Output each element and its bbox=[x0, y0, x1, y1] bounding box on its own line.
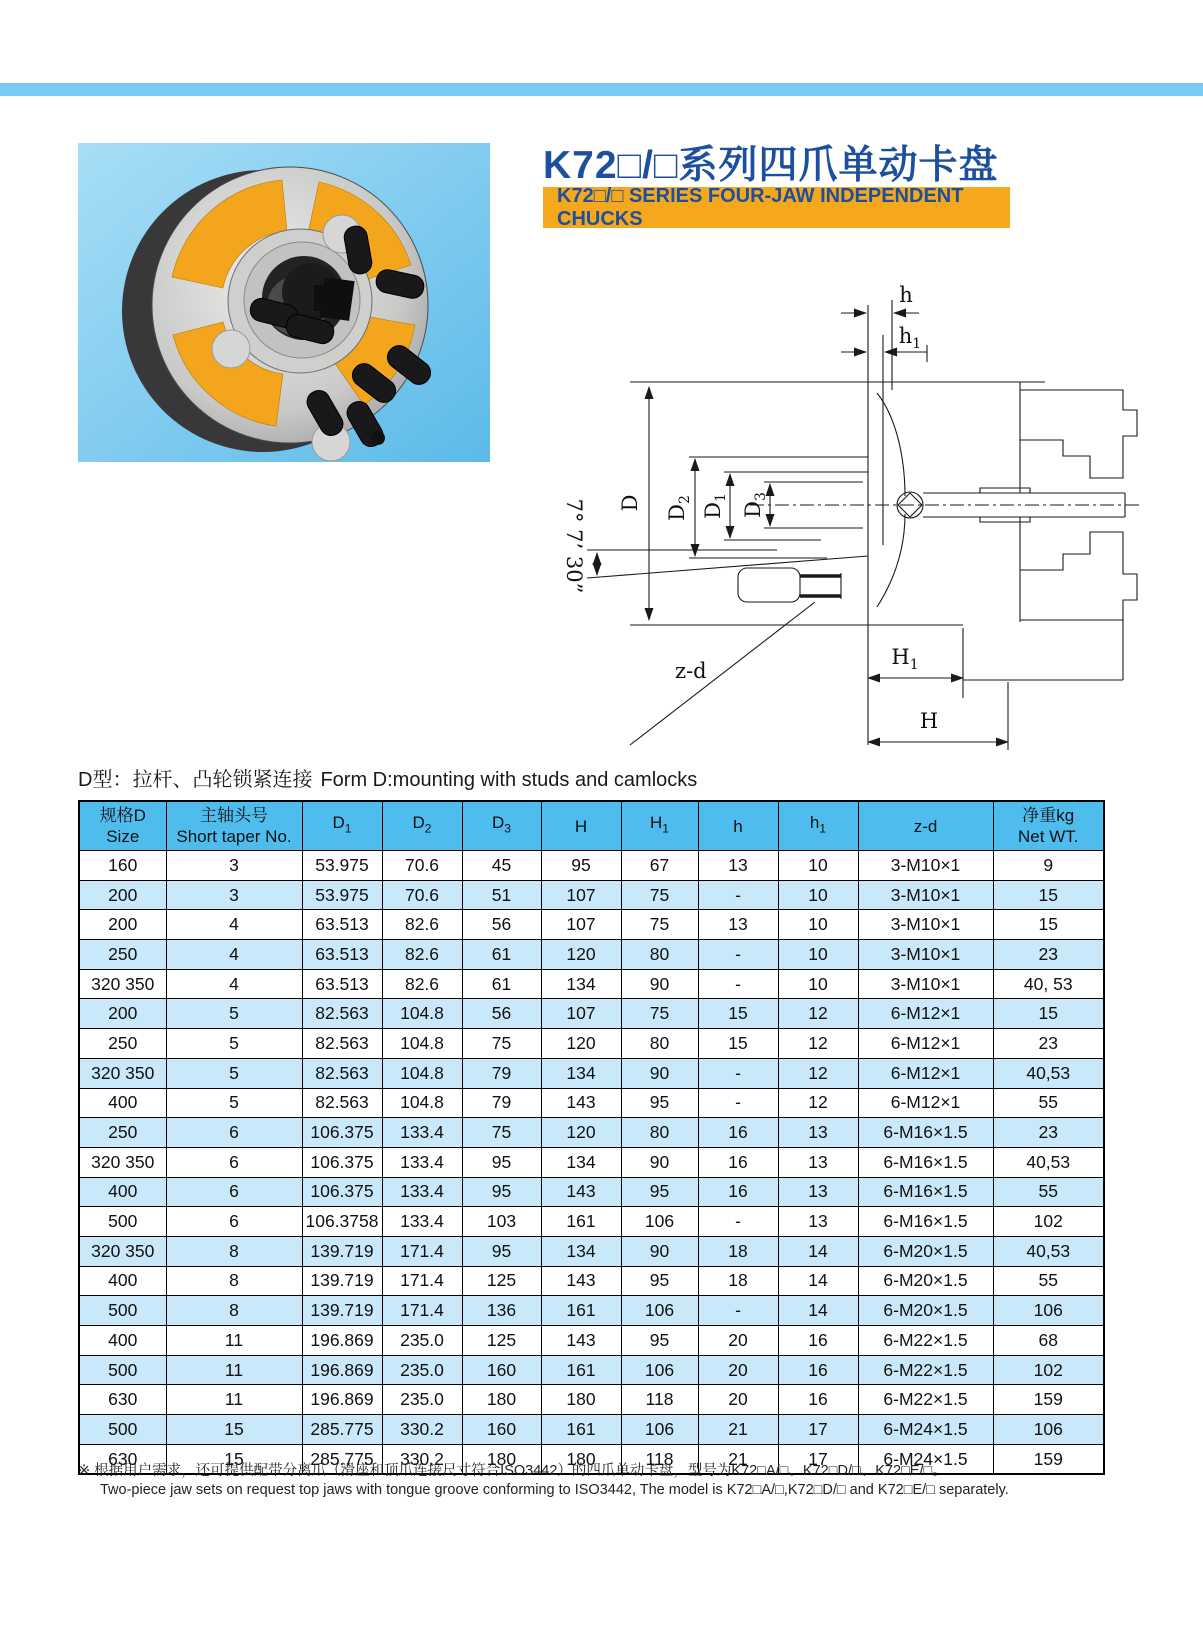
table-cell: 106 bbox=[621, 1296, 698, 1326]
table-row bbox=[79, 1118, 1104, 1148]
table-cell: 12 bbox=[778, 999, 858, 1029]
table-cell: 16 bbox=[778, 1355, 858, 1385]
table-cell: 95 bbox=[621, 1326, 698, 1356]
table-row bbox=[79, 1177, 1104, 1207]
table-cell: 9 bbox=[993, 851, 1104, 881]
table-cell: 3-M10×1 bbox=[858, 910, 993, 940]
table-cell: 56 bbox=[462, 999, 541, 1029]
table-row bbox=[79, 1326, 1104, 1356]
table-cell: 13 bbox=[778, 1177, 858, 1207]
spec-table-body bbox=[79, 851, 1104, 1475]
table-cell: 56 bbox=[462, 910, 541, 940]
table-cell: 171.4 bbox=[382, 1296, 462, 1326]
table-cell: 200 bbox=[79, 999, 166, 1029]
table-cell: 106 bbox=[993, 1296, 1104, 1326]
table-cell: 6-M20×1.5 bbox=[858, 1236, 993, 1266]
table-cell: 161 bbox=[541, 1415, 621, 1445]
column-header: $h_1$ bbox=[778, 801, 858, 851]
table-row bbox=[79, 1415, 1104, 1445]
table-cell: 400 bbox=[79, 1177, 166, 1207]
table-cell: 106.375 bbox=[302, 1147, 382, 1177]
table-cell: 134 bbox=[541, 1236, 621, 1266]
table-cell: 400 bbox=[79, 1088, 166, 1118]
table-cell: 10 bbox=[778, 969, 858, 999]
table-cell: 13 bbox=[778, 1207, 858, 1237]
table-cell: 6-M22×1.5 bbox=[858, 1385, 993, 1415]
table-row bbox=[79, 1385, 1104, 1415]
table-cell: 40,53 bbox=[993, 1236, 1104, 1266]
table-cell: 95 bbox=[462, 1236, 541, 1266]
table-cell: 14 bbox=[778, 1296, 858, 1326]
table-cell: 180 bbox=[541, 1444, 621, 1474]
table-cell: 53.975 bbox=[302, 880, 382, 910]
table-cell: 63.513 bbox=[302, 910, 382, 940]
table-cell: 82.563 bbox=[302, 999, 382, 1029]
table-cell: 500 bbox=[79, 1355, 166, 1385]
table-cell: 250 bbox=[79, 1029, 166, 1059]
table-cell: 82.563 bbox=[302, 1029, 382, 1059]
table-cell: 90 bbox=[621, 1058, 698, 1088]
table-cell: 16 bbox=[698, 1147, 778, 1177]
table-cell: 320 350 bbox=[79, 969, 166, 999]
table-cell: 500 bbox=[79, 1415, 166, 1445]
table-cell: 16 bbox=[778, 1326, 858, 1356]
table-cell: 20 bbox=[698, 1326, 778, 1356]
dim-label-H: H bbox=[919, 709, 939, 733]
dim-label-zd: z-d bbox=[675, 659, 707, 683]
table-cell: 10 bbox=[778, 940, 858, 970]
table-cell: 90 bbox=[621, 969, 698, 999]
table-cell: 106 bbox=[621, 1415, 698, 1445]
table-cell: 12 bbox=[778, 1058, 858, 1088]
table-cell: 180 bbox=[541, 1385, 621, 1415]
table-row bbox=[79, 1236, 1104, 1266]
top-accent-bar bbox=[0, 83, 1203, 96]
table-cell: 235.0 bbox=[382, 1326, 462, 1356]
table-cell: 40, 53 bbox=[993, 969, 1104, 999]
table-cell: 6-M16×1.5 bbox=[858, 1177, 993, 1207]
table-cell: 500 bbox=[79, 1296, 166, 1326]
footnote-zh: ※ 根据用户需求，还可提供配带分离爪（滑座和顶爪连接尺寸符合ISO3442）的四爪单动卡盘，型号为K72□A/□、K72□D/□、K72□E/□。 bbox=[78, 1463, 947, 1479]
table-cell: 196.869 bbox=[302, 1385, 382, 1415]
table-cell: 103 bbox=[462, 1207, 541, 1237]
table-cell: 106 bbox=[621, 1355, 698, 1385]
column-header: 规格D Size bbox=[79, 801, 166, 851]
technical-drawing bbox=[525, 250, 1185, 755]
dim-label-h: h bbox=[899, 283, 913, 307]
table-cell: 134 bbox=[541, 1058, 621, 1088]
table-cell: 133.4 bbox=[382, 1118, 462, 1148]
table-cell: 21 bbox=[698, 1415, 778, 1445]
table-cell: 120 bbox=[541, 1118, 621, 1148]
section-label bbox=[78, 763, 697, 792]
table-cell: 15 bbox=[993, 910, 1104, 940]
table-cell: 15 bbox=[698, 1029, 778, 1059]
footnotes bbox=[78, 1462, 1009, 1500]
table-cell: 125 bbox=[462, 1266, 541, 1296]
table-cell: 95 bbox=[462, 1147, 541, 1177]
table-cell: 6-M22×1.5 bbox=[858, 1326, 993, 1356]
table-cell: 120 bbox=[541, 1029, 621, 1059]
table-cell: 6-M22×1.5 bbox=[858, 1355, 993, 1385]
table-cell: 106 bbox=[993, 1415, 1104, 1445]
table-cell: 160 bbox=[462, 1355, 541, 1385]
table-cell: 6-M24×1.5 bbox=[858, 1444, 993, 1474]
table-cell: 107 bbox=[541, 910, 621, 940]
table-cell: 70.6 bbox=[382, 880, 462, 910]
table-cell: 6-M16×1.5 bbox=[858, 1207, 993, 1237]
table-cell: 55 bbox=[993, 1088, 1104, 1118]
table-cell: 106.3758 bbox=[302, 1207, 382, 1237]
table-cell: 3 bbox=[166, 880, 302, 910]
table-cell: 330.2 bbox=[382, 1444, 462, 1474]
table-cell: 14 bbox=[778, 1236, 858, 1266]
spec-table bbox=[78, 800, 1105, 1475]
table-row bbox=[79, 851, 1104, 881]
table-cell: 161 bbox=[541, 1296, 621, 1326]
table-cell: 16 bbox=[778, 1385, 858, 1415]
column-header: 主轴头号 Short taper No. bbox=[166, 801, 302, 851]
table-cell: - bbox=[698, 1207, 778, 1237]
table-cell: 11 bbox=[166, 1326, 302, 1356]
table-cell: 75 bbox=[621, 910, 698, 940]
table-cell: 82.6 bbox=[382, 940, 462, 970]
table-cell: 118 bbox=[621, 1385, 698, 1415]
table-cell: 3-M10×1 bbox=[858, 969, 993, 999]
table-row bbox=[79, 1207, 1104, 1237]
table-cell: 143 bbox=[541, 1088, 621, 1118]
table-cell: 68 bbox=[993, 1326, 1104, 1356]
column-header: $D_3$ bbox=[462, 801, 541, 851]
table-cell: 82.6 bbox=[382, 969, 462, 999]
column-header: $D_1$ bbox=[302, 801, 382, 851]
table-cell: 171.4 bbox=[382, 1266, 462, 1296]
table-cell: 15 bbox=[698, 999, 778, 1029]
table-cell: 21 bbox=[698, 1444, 778, 1474]
table-cell: 6-M16×1.5 bbox=[858, 1118, 993, 1148]
table-cell: 171.4 bbox=[382, 1236, 462, 1266]
table-cell: 630 bbox=[79, 1385, 166, 1415]
table-cell: 120 bbox=[541, 940, 621, 970]
table-cell: 235.0 bbox=[382, 1385, 462, 1415]
table-cell: 102 bbox=[993, 1207, 1104, 1237]
table-cell: 196.869 bbox=[302, 1326, 382, 1356]
table-cell: 196.869 bbox=[302, 1355, 382, 1385]
table-cell: 104.8 bbox=[382, 999, 462, 1029]
table-cell: 200 bbox=[79, 910, 166, 940]
subtitle-banner bbox=[543, 184, 1010, 230]
table-cell: 82.563 bbox=[302, 1058, 382, 1088]
dim-label-D: D bbox=[618, 494, 642, 512]
table-cell: 4 bbox=[166, 940, 302, 970]
table-cell: - bbox=[698, 1296, 778, 1326]
section-label-en: Form D:mounting with studs and camlocks bbox=[320, 769, 698, 791]
column-header: z-d bbox=[858, 801, 993, 851]
table-cell: 4 bbox=[166, 910, 302, 940]
table-row bbox=[79, 1266, 1104, 1296]
table-cell: 15 bbox=[166, 1444, 302, 1474]
table-cell: 95 bbox=[621, 1266, 698, 1296]
table-cell: 161 bbox=[541, 1355, 621, 1385]
table-cell: 104.8 bbox=[382, 1088, 462, 1118]
table-cell: 400 bbox=[79, 1266, 166, 1296]
table-cell: 3-M10×1 bbox=[858, 851, 993, 881]
table-cell: 143 bbox=[541, 1177, 621, 1207]
table-cell: 143 bbox=[541, 1266, 621, 1296]
table-cell: 90 bbox=[621, 1236, 698, 1266]
table-cell: 63.513 bbox=[302, 940, 382, 970]
table-cell: 63.513 bbox=[302, 969, 382, 999]
table-cell: 6-M16×1.5 bbox=[858, 1147, 993, 1177]
table-cell: 159 bbox=[993, 1444, 1104, 1474]
table-cell: 13 bbox=[698, 851, 778, 881]
table-row bbox=[79, 999, 1104, 1029]
table-cell: 3-M10×1 bbox=[858, 940, 993, 970]
table-cell: 16 bbox=[698, 1177, 778, 1207]
product-photo bbox=[78, 143, 490, 462]
table-cell: 180 bbox=[462, 1444, 541, 1474]
table-cell: 67 bbox=[621, 851, 698, 881]
table-row bbox=[79, 1058, 1104, 1088]
drawing-lines bbox=[587, 300, 1140, 750]
table-cell: 12 bbox=[778, 1029, 858, 1059]
table-cell: 12 bbox=[778, 1088, 858, 1118]
table-cell: 102 bbox=[993, 1355, 1104, 1385]
table-cell: 180 bbox=[462, 1385, 541, 1415]
table-cell: 133.4 bbox=[382, 1207, 462, 1237]
table-cell: 5 bbox=[166, 1029, 302, 1059]
page-title: K72□/□系列四爪单动卡盘 bbox=[543, 144, 999, 187]
table-cell: 285.775 bbox=[302, 1444, 382, 1474]
table-cell: 80 bbox=[621, 1029, 698, 1059]
table-cell: 82.563 bbox=[302, 1088, 382, 1118]
table-cell: 20 bbox=[698, 1385, 778, 1415]
dim-label-D2: $D_2$ bbox=[665, 495, 693, 521]
table-cell: 75 bbox=[462, 1029, 541, 1059]
table-cell: 15 bbox=[166, 1415, 302, 1445]
table-cell: 10 bbox=[778, 880, 858, 910]
table-cell: 200 bbox=[79, 880, 166, 910]
table-cell: 75 bbox=[621, 999, 698, 1029]
dim-label-D1: $D_1$ bbox=[701, 493, 729, 519]
table-cell: 139.719 bbox=[302, 1266, 382, 1296]
table-row bbox=[79, 940, 1104, 970]
table-cell: 10 bbox=[778, 910, 858, 940]
table-cell: 104.8 bbox=[382, 1029, 462, 1059]
table-cell: 75 bbox=[462, 1118, 541, 1148]
table-cell: 5 bbox=[166, 1088, 302, 1118]
table-cell: 53.975 bbox=[302, 851, 382, 881]
table-cell: 320 350 bbox=[79, 1147, 166, 1177]
table-cell: 250 bbox=[79, 1118, 166, 1148]
table-cell: 61 bbox=[462, 969, 541, 999]
table-cell: 6-M24×1.5 bbox=[858, 1415, 993, 1445]
table-cell: 6-M20×1.5 bbox=[858, 1266, 993, 1296]
table-cell: 4 bbox=[166, 969, 302, 999]
table-cell: 161 bbox=[541, 1207, 621, 1237]
table-cell: 136 bbox=[462, 1296, 541, 1326]
table-cell: 15 bbox=[993, 999, 1104, 1029]
table-cell: - bbox=[698, 880, 778, 910]
table-cell: 80 bbox=[621, 940, 698, 970]
table-cell: 14 bbox=[778, 1266, 858, 1296]
table-cell: 80 bbox=[621, 1118, 698, 1148]
table-cell: 13 bbox=[778, 1147, 858, 1177]
table-cell: 15 bbox=[993, 880, 1104, 910]
table-row bbox=[79, 1355, 1104, 1385]
table-cell: 10 bbox=[778, 851, 858, 881]
dim-label-h1: $h_1$ bbox=[898, 324, 922, 352]
table-cell: 106 bbox=[621, 1207, 698, 1237]
table-row bbox=[79, 880, 1104, 910]
table-cell: 82.6 bbox=[382, 910, 462, 940]
dim-label-angle: 7° 7’ 30” bbox=[562, 498, 586, 594]
table-cell: 160 bbox=[462, 1415, 541, 1445]
column-header: 净重kg Net WT. bbox=[993, 801, 1104, 851]
table-cell: 106.375 bbox=[302, 1118, 382, 1148]
table-cell: 5 bbox=[166, 1058, 302, 1088]
table-cell: - bbox=[698, 1088, 778, 1118]
table-cell: - bbox=[698, 969, 778, 999]
dim-label-H1: $H_1$ bbox=[891, 645, 919, 673]
table-cell: 55 bbox=[993, 1266, 1104, 1296]
table-cell: 320 350 bbox=[79, 1236, 166, 1266]
table-cell: 3-M10×1 bbox=[858, 880, 993, 910]
table-cell: 95 bbox=[621, 1177, 698, 1207]
table-row bbox=[79, 1088, 1104, 1118]
table-cell: 6 bbox=[166, 1177, 302, 1207]
table-cell: 23 bbox=[993, 1029, 1104, 1059]
subtitle-text: K72□/□ SERIES FOUR-JAW INDEPENDENT CHUCKS bbox=[557, 184, 964, 230]
table-cell: 160 bbox=[79, 851, 166, 881]
table-cell: 159 bbox=[993, 1385, 1104, 1415]
table-cell: 139.719 bbox=[302, 1296, 382, 1326]
table-cell: 133.4 bbox=[382, 1177, 462, 1207]
table-cell: 107 bbox=[541, 880, 621, 910]
table-cell: 5 bbox=[166, 999, 302, 1029]
table-cell: 45 bbox=[462, 851, 541, 881]
table-row bbox=[79, 1296, 1104, 1326]
table-cell: 18 bbox=[698, 1236, 778, 1266]
table-cell: 139.719 bbox=[302, 1236, 382, 1266]
table-cell: 51 bbox=[462, 880, 541, 910]
table-cell: 143 bbox=[541, 1326, 621, 1356]
table-cell: 125 bbox=[462, 1326, 541, 1356]
section-label-zh: D型：拉杆、凸轮锁紧连接 bbox=[78, 769, 313, 791]
table-cell: 6 bbox=[166, 1207, 302, 1237]
table-row bbox=[79, 910, 1104, 940]
table-cell: 70.6 bbox=[382, 851, 462, 881]
column-header: h bbox=[698, 801, 778, 851]
table-cell: 23 bbox=[993, 940, 1104, 970]
table-cell: 95 bbox=[541, 851, 621, 881]
table-cell: 13 bbox=[778, 1118, 858, 1148]
table-cell: 11 bbox=[166, 1355, 302, 1385]
table-cell: 3 bbox=[166, 851, 302, 881]
table-cell: 235.0 bbox=[382, 1355, 462, 1385]
table-cell: 500 bbox=[79, 1207, 166, 1237]
table-cell: 107 bbox=[541, 999, 621, 1029]
table-cell: 16 bbox=[698, 1118, 778, 1148]
table-cell: 61 bbox=[462, 940, 541, 970]
header-row bbox=[79, 801, 1104, 851]
table-cell: - bbox=[698, 940, 778, 970]
table-cell: 133.4 bbox=[382, 1147, 462, 1177]
table-cell: 106.375 bbox=[302, 1177, 382, 1207]
table-cell: 104.8 bbox=[382, 1058, 462, 1088]
table-row bbox=[79, 969, 1104, 999]
table-row bbox=[79, 1029, 1104, 1059]
table-cell: 23 bbox=[993, 1118, 1104, 1148]
table-cell: 285.775 bbox=[302, 1415, 382, 1445]
table-cell: 13 bbox=[698, 910, 778, 940]
table-cell: 6-M12×1 bbox=[858, 1058, 993, 1088]
table-cell: 118 bbox=[621, 1444, 698, 1474]
table-cell: 75 bbox=[621, 880, 698, 910]
drawing-labels bbox=[562, 283, 938, 733]
table-cell: 6-M12×1 bbox=[858, 1029, 993, 1059]
table-cell: 18 bbox=[698, 1266, 778, 1296]
footnote-en: Two-piece jaw sets on request top jaws with tongue groove conforming to ISO3442, The model is K72□A/□,K72□D/□ and K72□E/□ separately. bbox=[100, 1482, 1009, 1498]
table-cell: 6-M20×1.5 bbox=[858, 1296, 993, 1326]
table-cell: 95 bbox=[621, 1088, 698, 1118]
table-cell: 250 bbox=[79, 940, 166, 970]
table-cell: 330.2 bbox=[382, 1415, 462, 1445]
table-cell: 6-M12×1 bbox=[858, 1088, 993, 1118]
spec-table-head bbox=[79, 801, 1104, 851]
table-cell: - bbox=[698, 1058, 778, 1088]
table-cell: 8 bbox=[166, 1266, 302, 1296]
table-cell: 400 bbox=[79, 1326, 166, 1356]
column-header: $D_2$ bbox=[382, 801, 462, 851]
table-cell: 134 bbox=[541, 969, 621, 999]
dim-label-D3: $D_3$ bbox=[741, 492, 769, 518]
table-cell: 79 bbox=[462, 1058, 541, 1088]
table-cell: 320 350 bbox=[79, 1058, 166, 1088]
table-cell: 55 bbox=[993, 1177, 1104, 1207]
table-cell: 40,53 bbox=[993, 1147, 1104, 1177]
table-cell: 6 bbox=[166, 1118, 302, 1148]
table-cell: 17 bbox=[778, 1444, 858, 1474]
table-cell: 20 bbox=[698, 1355, 778, 1385]
table-cell: 8 bbox=[166, 1236, 302, 1266]
table-row bbox=[79, 1147, 1104, 1177]
table-cell: 90 bbox=[621, 1147, 698, 1177]
table-cell: 79 bbox=[462, 1088, 541, 1118]
table-cell: 40,53 bbox=[993, 1058, 1104, 1088]
table-cell: 11 bbox=[166, 1385, 302, 1415]
table-cell: 6 bbox=[166, 1147, 302, 1177]
table-cell: 6-M12×1 bbox=[858, 999, 993, 1029]
table-cell: 17 bbox=[778, 1415, 858, 1445]
table-cell: 8 bbox=[166, 1296, 302, 1326]
table-cell: 134 bbox=[541, 1147, 621, 1177]
table-cell: 630 bbox=[79, 1444, 166, 1474]
table-cell: 95 bbox=[462, 1177, 541, 1207]
column-header: $H_1$ bbox=[621, 801, 698, 851]
column-header: H bbox=[541, 801, 621, 851]
